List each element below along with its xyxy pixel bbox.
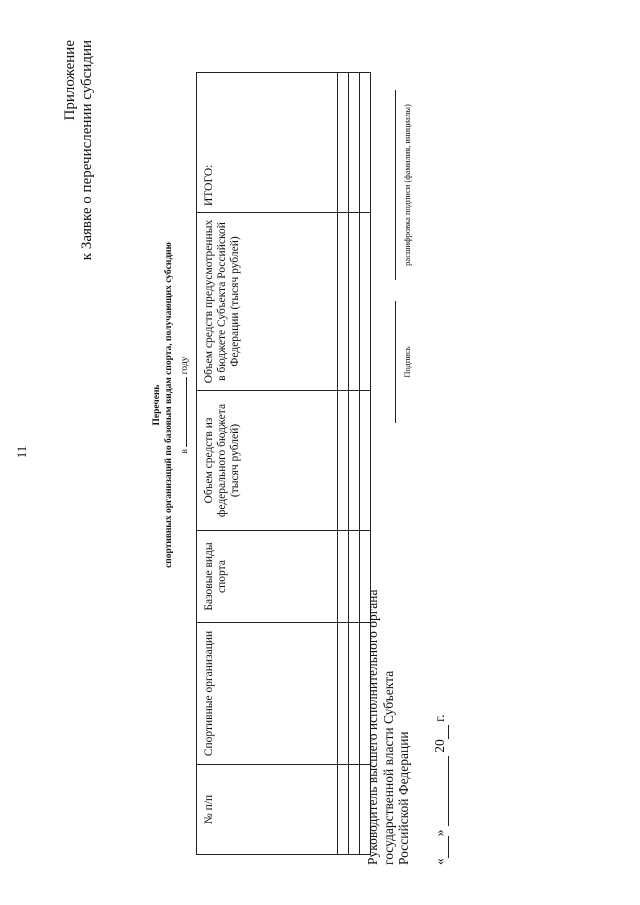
name-caption: расшифровка подписи (фамилия, инициалы) xyxy=(402,104,412,266)
year-line xyxy=(177,145,190,665)
name-line xyxy=(395,90,396,280)
signatory-title: Руководитель высшего исполнительного органа государственной власти Субъекта Российской Федерации xyxy=(365,589,412,865)
col-federal-budget: Объем средств из федерального бюджета (тысяч рублей) xyxy=(197,391,338,531)
organizations-table xyxy=(196,72,371,855)
appendix-subtitle: к Заявке о перечислении субсидии xyxy=(79,40,95,261)
year-prefix: в xyxy=(180,449,190,454)
appendix-title: Приложение xyxy=(62,40,78,121)
col-total: ИТОГО: xyxy=(197,73,338,213)
col-number: № п/п xyxy=(197,765,338,855)
col-organizations: Спортивные организации xyxy=(197,623,338,765)
date-field: « » 20 г. xyxy=(432,714,447,865)
table-row xyxy=(349,73,360,855)
list-title: Перечень xyxy=(152,384,162,426)
year-suffix: году xyxy=(180,356,190,375)
year-blank xyxy=(177,377,187,447)
signature-caption: Подпись xyxy=(402,346,412,378)
page-number: 11 xyxy=(14,445,29,459)
table-row xyxy=(338,73,349,855)
table-header-row xyxy=(197,73,338,855)
col-regional-budget: Объем средств предусмотренных в бюджете Субъекта Российской Федерации (тысяч рублей) xyxy=(197,213,338,391)
signature-line xyxy=(395,301,396,423)
col-sports: Базовые виды спорта xyxy=(197,531,338,623)
list-subtitle: спортивных организаций по базовым видам спорта, получающих субсидию xyxy=(164,242,174,568)
appendix-header xyxy=(62,40,96,260)
